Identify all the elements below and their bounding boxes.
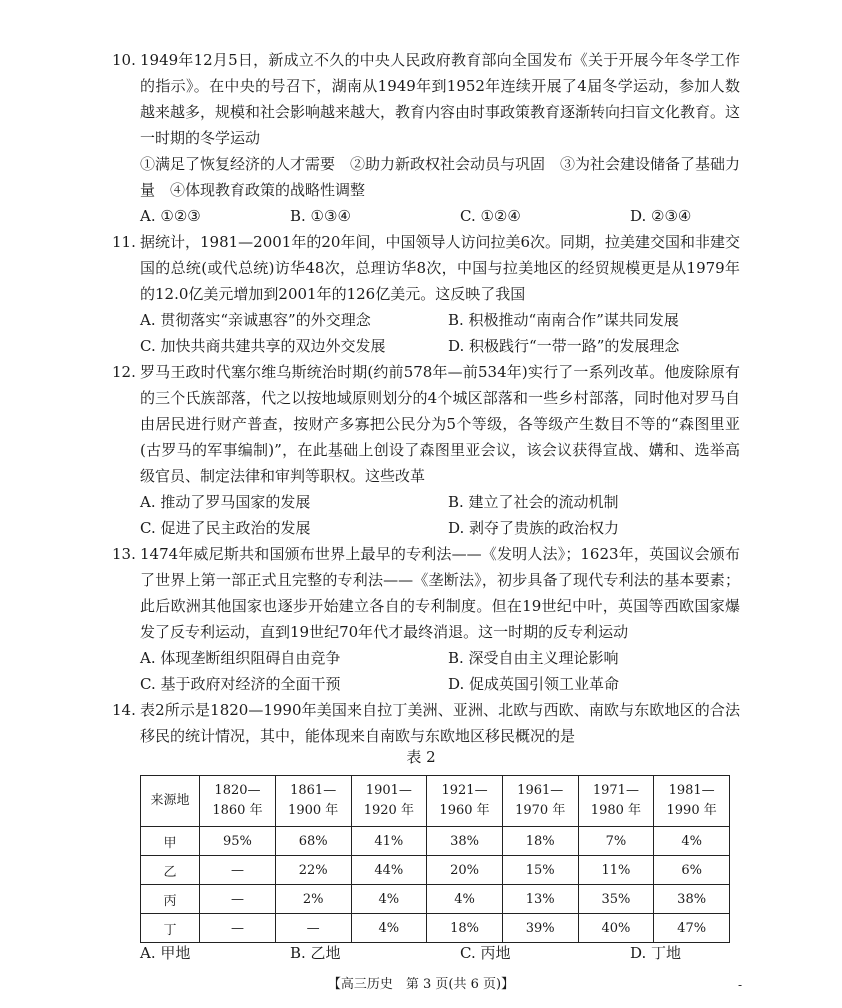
table-cell: 22% (275, 856, 351, 885)
table-header-row (141, 776, 730, 827)
table-cell: — (275, 914, 351, 943)
option-row (140, 671, 740, 697)
table-header-cell: 1921— 1960 年 (427, 776, 503, 827)
table-cell: 4% (351, 885, 427, 914)
table-cell: 6% (654, 856, 730, 885)
question-stem: 1474年威尼斯共和国颁布世界上最早的专利法——《发明人法》；1623年，英国议会颁布了世界上第一部正式且完整的专利法——《垄断法》，初步具备了现代专利法的基本要素；此后欧洲其他国家也逐步开始建立各自的专利制度。但在19世纪中叶，英国等西欧国家爆发了反专利运动，直到19世纪70年代才最终消退。这一时期的反专利运动 (140, 545, 740, 641)
table-cell: — (200, 885, 276, 914)
option-b: B. 深受自由主义理论影响 (448, 649, 619, 667)
option-b: B. ①③④ (290, 207, 351, 225)
question-stem: 据统计，1981—2001年的20年间，中国领导人访问拉美6次。同期，拉美建交国和非建交国的总统(或代总统)访华48次，总理访华8次，中国与拉美地区的经贸规模更是从1979年的12.0亿美元增加到2001年的126亿美元。这反映了我国 (140, 233, 740, 303)
table-header-cell: 1820— 1860 年 (200, 776, 276, 827)
option-a: A. 贯彻落实“亲诚惠容”的外交理念 (140, 311, 371, 329)
option-a: A. 体现垄断组织阻碍自由竞争 (140, 649, 341, 667)
table-cell: — (200, 856, 276, 885)
table-cell: 40% (578, 914, 654, 943)
option-row (140, 203, 740, 229)
table-cell: 15% (502, 856, 578, 885)
table-header-cell: 1981— 1990 年 (654, 776, 730, 827)
table-cell: 18% (427, 914, 503, 943)
row-label: 丙 (141, 885, 200, 914)
table-cell: 47% (654, 914, 730, 943)
option-b: B. 积极推动“南南合作”谋共同发展 (448, 311, 679, 329)
row-label: 丁 (141, 914, 200, 943)
table-corner-cell: 来源地 (141, 776, 200, 827)
option-row (140, 307, 740, 333)
question-14-options (112, 940, 740, 966)
question-14 (112, 697, 740, 749)
table-header-cell: 1901— 1920 年 (351, 776, 427, 827)
table-cell: 95% (200, 827, 276, 856)
option-c: C. ①②④ (460, 207, 521, 225)
option-d: D. 促成英国引领工业革命 (448, 675, 620, 693)
table-cell: 11% (578, 856, 654, 885)
table-cell: 44% (351, 856, 427, 885)
table-row (141, 856, 730, 885)
table-cell: 18% (502, 827, 578, 856)
row-label: 甲 (141, 827, 200, 856)
question-12 (112, 359, 740, 541)
question-10 (112, 47, 740, 229)
table-row (141, 914, 730, 943)
table-cell: 4% (654, 827, 730, 856)
question-stem: 罗马王政时代塞尔维乌斯统治时期(约前578年—前534年)实行了一系列改革。他废除原有的三个氏族部落，代之以按地域原则划分的4个城区部落和一些乡村部落，同时他对罗马自由居民进行财产普查，按财产多寡把公民分为5个等级，各等级产生数目不等的“森图里亚(古罗马的军事编制)”，在此基础上创设了森图里亚会议，该会议获得宣战、媾和、选举高级官员、制定法律和审判等职权。这些改革 (140, 363, 740, 485)
option-b: B. 建立了社会的流动机制 (448, 493, 619, 511)
option-d: D. ②③④ (630, 207, 692, 225)
table-cell: 20% (427, 856, 503, 885)
option-row (140, 515, 740, 541)
table-cell: 13% (502, 885, 578, 914)
table-cell: 2% (275, 885, 351, 914)
option-c: C. 基于政府对经济的全面干预 (140, 675, 341, 693)
option-row (140, 645, 740, 671)
statement-list: ①满足了恢复经济的人才需要 ②助力新政权社会动员与巩固 ③为社会建设储备了基础力量 ④体现教育政策的战略性调整 (140, 155, 741, 199)
table-cell: 38% (654, 885, 730, 914)
row-label: 乙 (141, 856, 200, 885)
option-c: C. 促进了民主政治的发展 (140, 519, 311, 537)
option-a: A. 推动了罗马国家的发展 (140, 493, 311, 511)
table-cell: 41% (351, 827, 427, 856)
table-header-cell: 1971— 1980 年 (578, 776, 654, 827)
option-a: A. 甲地 (140, 944, 191, 962)
page-footer: 【高三历史 第 3 页(共 6 页)】 (327, 977, 515, 992)
table-cell: 68% (275, 827, 351, 856)
question-number: 10. (112, 51, 136, 69)
option-c: C. 加快共商共建共享的双边外交发展 (140, 337, 386, 355)
question-stem: 1949年12月5日，新成立不久的中央人民政府教育部向全国发布《关于开展今年冬学工作的指示》。在中央的号召下，湖南从1949年到1952年连续开展了4届冬学运动，参加人数越来越多，规模和社会影响越来越大，教育内容由时事政策教育逐渐转向扫盲文化教育。这一时期的冬学运动 (140, 51, 741, 147)
table-cell: 39% (502, 914, 578, 943)
table-cell: 38% (427, 827, 503, 856)
table-row (141, 885, 730, 914)
table-cell: 35% (578, 885, 654, 914)
question-13 (112, 541, 740, 697)
corner-mark: - (738, 978, 743, 992)
table-caption: 表 2 (406, 748, 436, 766)
question-11 (112, 229, 740, 359)
option-row (140, 489, 740, 515)
question-number: 12. (112, 363, 136, 381)
option-d: D. 丁地 (630, 944, 682, 962)
immigration-table (140, 775, 730, 943)
table-cell: 4% (351, 914, 427, 943)
option-c: C. 丙地 (460, 944, 511, 962)
question-number: 13. (112, 545, 136, 563)
option-d: D. 剥夺了贵族的政治权力 (448, 519, 620, 537)
question-number: 11. (112, 233, 136, 251)
table-cell: 4% (427, 885, 503, 914)
option-d: D. 积极践行“一带一路”的发展理念 (448, 337, 680, 355)
table-header-cell: 1861— 1900 年 (275, 776, 351, 827)
option-b: B. 乙地 (290, 944, 341, 962)
table-header-cell: 1961— 1970 年 (502, 776, 578, 827)
option-row (140, 333, 740, 359)
option-a: A. ①②③ (140, 207, 201, 225)
question-stem: 表2所示是1820—1990年美国来自拉丁美洲、亚洲、北欧与西欧、南欧与东欧地区的合法移民的统计情况，其中，能体现来自南欧与东欧地区移民概况的是 (140, 701, 740, 745)
table-cell: 7% (578, 827, 654, 856)
question-number: 14. (112, 701, 136, 719)
table-cell: — (200, 914, 276, 943)
table-row (141, 827, 730, 856)
option-row (140, 940, 740, 966)
